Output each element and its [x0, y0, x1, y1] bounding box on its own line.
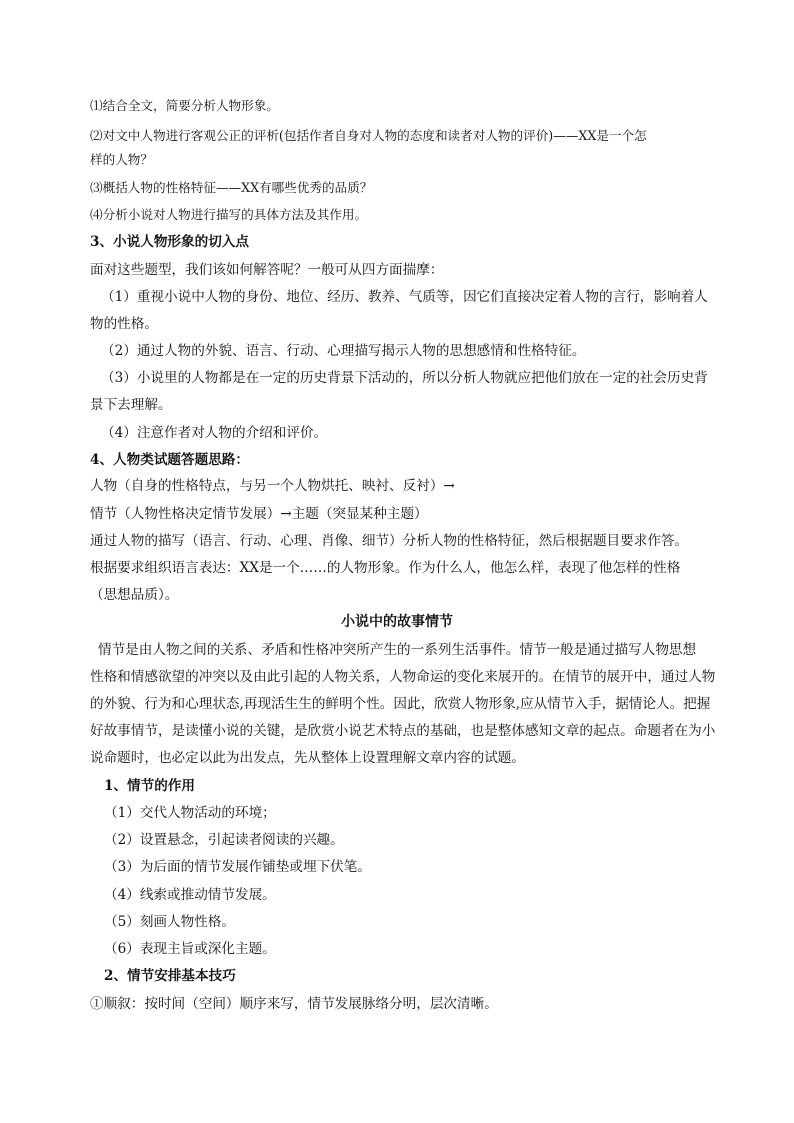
paragraph-line-1: 情节是由人物之间的关系、矛盾和性格冲突所产生的一系列生活事件。情节一般是通过描写人物思想 [98, 642, 697, 658]
point-3-line-1: （3）小说里的人物都是在一定的历史背景下活动的，所以分析人物就应把他们放在一定的社会历史背 [101, 370, 708, 386]
question-4: ⑷分析小说对人物进行描写的具体方法及其作用。 [90, 207, 368, 222]
question-1: ⑴结合全文，简要分析人物形象。 [90, 98, 279, 113]
thought-3: 通过人物的描写（语言、行动、心理、肖像、细节）分析人物的性格特征，然后根据题目要求作答。 [90, 533, 689, 549]
point-4: （4）注意作者对人物的介绍和评价。 [101, 425, 328, 441]
paragraph-line-4: 好故事情节，是读懂小说的关键，是欣赏小说艺术特点的基础，也是整体感知文章的起点。命题者在为小 [90, 723, 716, 739]
point-1-line-2: 物的性格。 [90, 316, 158, 332]
function-6: （6）表现主旨或深化主题。 [104, 941, 276, 957]
function-1: （1）交代人物活动的环境； [104, 805, 276, 821]
point-1-line-1: （1）重视小说中人物的身份、地位、经历、教养、气质等，因它们直接决定着人物的言行，影响着人 [101, 289, 708, 305]
point-2: （2）通过人物的外貌、语言、行动、心理描写揭示人物的思想感情和性格特征。 [101, 343, 586, 359]
point-3-line-2: 景下去理解。 [90, 397, 172, 413]
thought-2: 情节（人物性格决定情节发展）→主题（突显某种主题） [90, 506, 428, 522]
heading-3: 3、小说人物形象的切入点 [90, 234, 249, 250]
question-3: ⑶概括人物的性格特征——XX有哪些优秀的品质？ [90, 180, 373, 195]
function-2: （2）设置悬念，引起读者阅读的兴趣。 [104, 832, 344, 848]
function-3: （3）为后面的情节发展作铺垫或埋下伏笔。 [104, 859, 371, 875]
function-5: （5）刻画人物性格。 [104, 914, 235, 930]
thought-4-line-1: 根据要求组织语言表达：XX是一个……的人物形象。作为什么人，他怎么样，表现了他怎样的性格 [90, 560, 681, 576]
intro-text: 面对这些题型，我们该如何解答呢？一般可从四方面揣摩： [90, 262, 444, 278]
paragraph-line-5: 说命题时，也必定以此为出发点，先从整体上设置理解文章内容的试题。 [90, 750, 525, 766]
paragraph-line-2: 性格和情感欲望的冲突以及由此引起的人物关系，人物命运的变化来展开的。在情节的展开中，通过人物 [90, 669, 716, 685]
paragraph-line-3: 的外貌、行为和心理状态,再现活生生的鲜明个性。因此，欣赏人物形象,应从情节入手，据情论人。把握 [90, 696, 711, 712]
heading-1: 1、情节的作用 [104, 778, 196, 794]
technique-1: ①顺叙：按时间（空间）顺序来写，情节发展脉络分明，层次清晰。 [90, 996, 498, 1012]
heading-2: 2、情节安排基本技巧 [104, 968, 236, 984]
section-title: 小说中的故事情节 [341, 614, 453, 630]
thought-4-line-2: （思想品质）。 [90, 587, 179, 603]
question-2-line-1: ⑵对文中人物进行客观公正的评析(包括作者自身对人物的态度和读者对人物的评价)——XX是一个怎 [90, 128, 647, 143]
heading-4: 4、人物类试题答题思路： [90, 452, 249, 468]
function-4: （4）线索或推动情节发展。 [104, 887, 276, 903]
thought-1: 人物（自身的性格特点，与另一个人物烘托、映衬、反衬）→ [90, 478, 455, 494]
question-2-line-2: 样的人物？ [90, 152, 153, 167]
